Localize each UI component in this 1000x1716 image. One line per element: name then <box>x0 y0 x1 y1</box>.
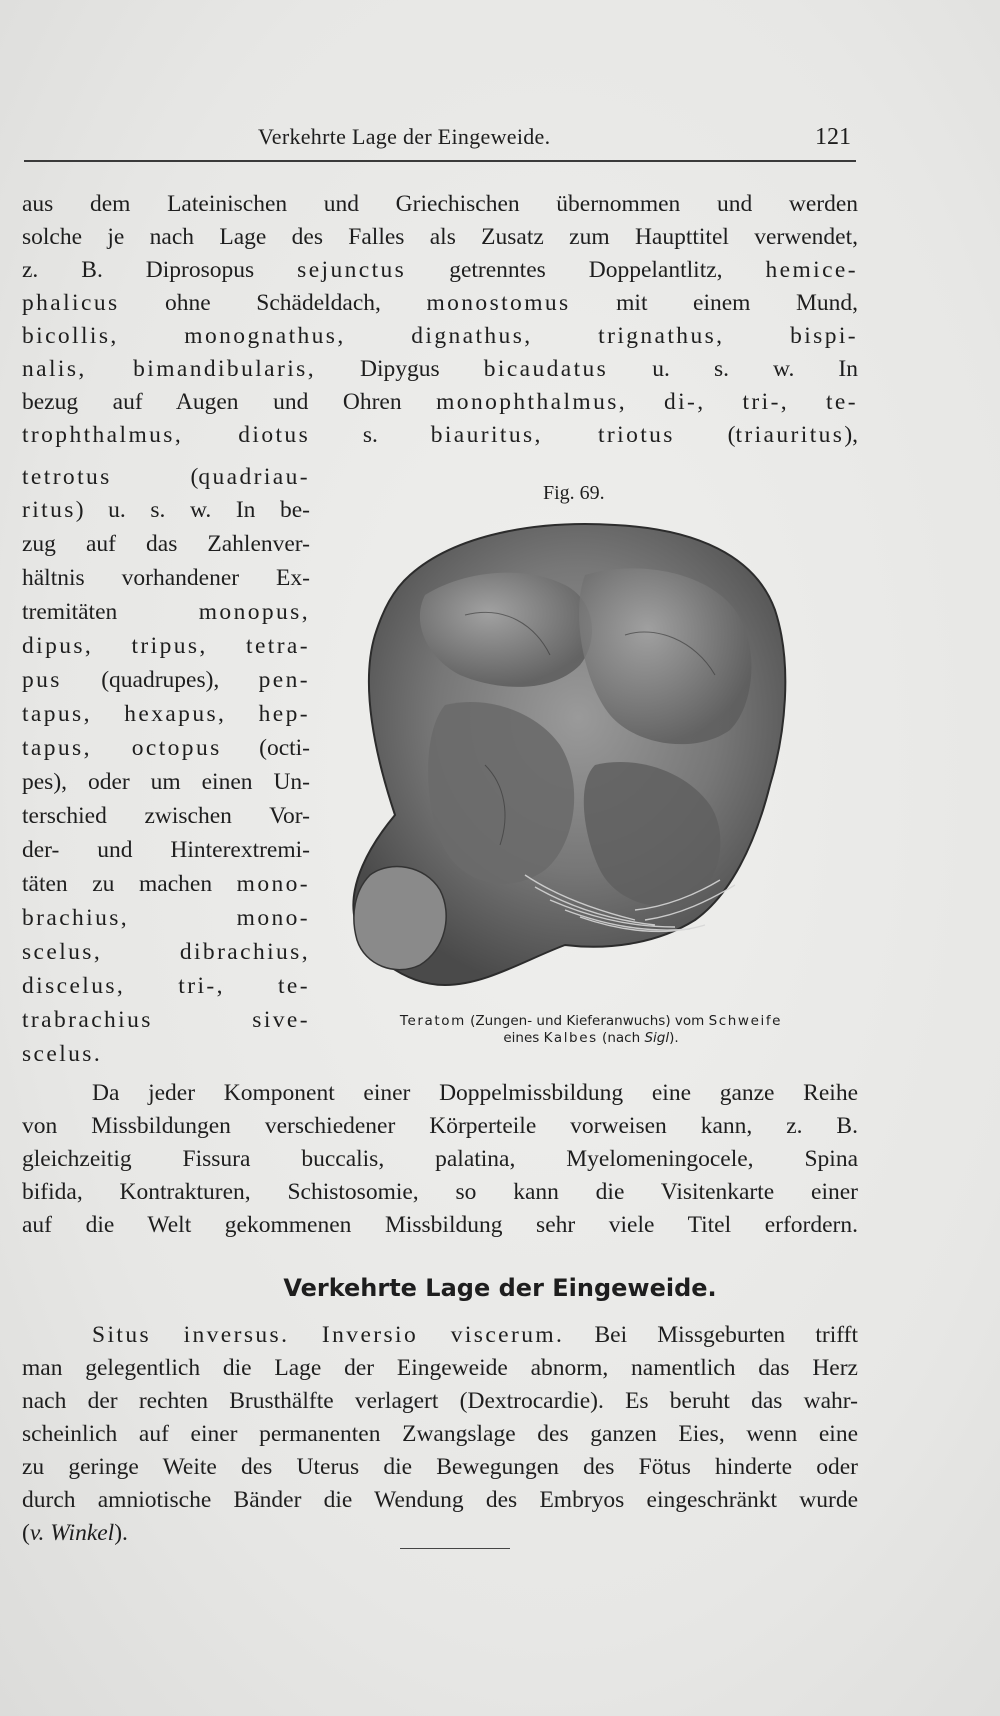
text-line: zug auf das Zahlenver- <box>22 531 310 557</box>
text-line: bifida, Kontrakturen, Schistosomie, so kann die Visitenkarte einer <box>22 1179 858 1205</box>
teratoma-illustration <box>335 515 800 1010</box>
text-line: durch amniotische Bänder die Wendung des Embryos eingeschränkt wurde <box>22 1487 858 1513</box>
text-line: von Missbildungen verschiedener Körperteile vorweisen kann, z. B. <box>22 1113 858 1139</box>
text-line: gleichzeitig Fissura buccalis, palatina, Myelomeningocele, Spina <box>22 1146 858 1172</box>
text-line: z. B. Diprosopus sejunctus getrenntes Doppelantlitz, hemice- <box>22 257 858 283</box>
text-line: der- und Hinterextremi- <box>22 837 310 863</box>
text-line: scelus. <box>22 1041 103 1067</box>
text-line: Situs inversus. Inversio viscerum. Bei Missgeburten trifft <box>92 1322 858 1348</box>
text-line: bezug auf Augen und Ohren monophthalmus, di-, tri-, te- <box>22 389 858 415</box>
text-line: phalicus ohne Schädeldach, monostomus mit einem Mund, <box>22 290 858 316</box>
text-line: zu geringe Weite des Uterus die Bewegungen des Fötus hinderte oder <box>22 1454 858 1480</box>
text-line: solche je nach Lage des Falles als Zusatz zum Haupttitel verwendet, <box>22 224 858 250</box>
text-line: trabrachius sive- <box>22 1007 310 1033</box>
figure-label: Fig. 69. <box>543 482 605 504</box>
text-line: tetrotus (quadriau- <box>22 464 310 490</box>
running-head: Verkehrte Lage der Eingeweide. <box>258 124 551 149</box>
figure-caption: Teratom (Zungen- und Kieferanwuchs) vom Schweife eines Kalbes (nach Sigl). <box>399 1013 783 1046</box>
text-line: nalis, bimandibularis, Dipygus bicaudatus u. s. w. In <box>22 356 858 382</box>
text-line: pes), oder um einen Un- <box>22 769 310 795</box>
text-line: pus (quadrupes), pen- <box>22 667 310 693</box>
text-line: tapus, octopus (octi- <box>22 735 311 761</box>
text-line: terschied zwischen Vor- <box>22 803 310 829</box>
text-line: dipus, tripus, tetra- <box>22 633 310 659</box>
text-line: täten zu machen mono- <box>22 871 310 897</box>
page-number: 121 <box>815 124 851 150</box>
text-line: tapus, hexapus, hep- <box>22 701 310 727</box>
text-line: ritus) u. s. w. In be- <box>22 497 310 523</box>
footnote-rule <box>400 1548 510 1549</box>
header-rule <box>24 160 856 162</box>
section-heading: Verkehrte Lage der Eingeweide. <box>283 1274 717 1302</box>
text-line: trophthalmus, diotus s. biauritus, triotus (triauritus), <box>22 422 859 448</box>
text-line: brachius, mono- <box>22 905 310 931</box>
text-line: man gelegentlich die Lage der Eingeweide abnorm, namentlich das Herz <box>22 1355 858 1381</box>
text-line: nach der rechten Brusthälfte verlagert (Dextrocardie). Es beruht das wahr- <box>22 1388 858 1414</box>
text-line: bicollis, monognathus, dignathus, trignathus, bispi- <box>22 323 858 349</box>
text-line: Da jeder Komponent einer Doppelmissbildung eine ganze Reihe <box>92 1080 858 1106</box>
text-line: scheinlich auf einer permanenten Zwangslage des ganzen Eies, wenn eine <box>22 1421 858 1447</box>
text-line: (v. Winkel). <box>22 1520 128 1546</box>
text-line: discelus, tri-, te- <box>22 973 310 999</box>
text-line: auf die Welt gekommenen Missbildung sehr viele Titel erfordern. <box>22 1212 858 1238</box>
text-line: scelus, dibrachius, <box>22 939 310 965</box>
text-line: hältnis vorhandener Ex- <box>22 565 310 591</box>
text-line: aus dem Lateinischen und Griechischen übernommen und werden <box>22 191 858 217</box>
text-line: tremitäten monopus, <box>22 599 310 625</box>
